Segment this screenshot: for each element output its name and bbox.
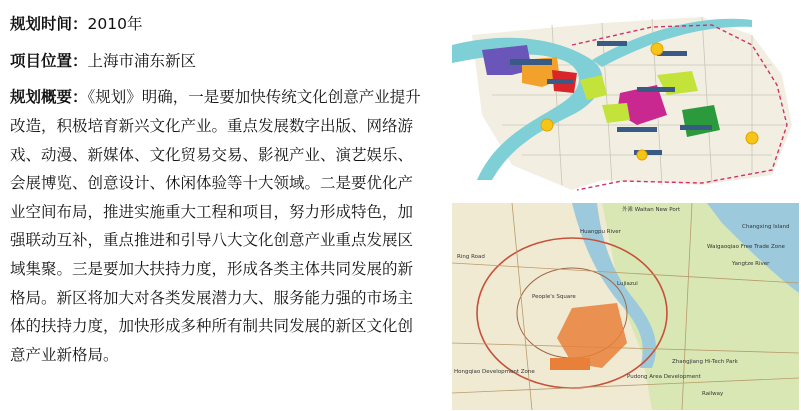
plan-summary (10, 83, 428, 369)
location-value: 上海市浦东新区 (87, 52, 197, 71)
summary-label: 规划概要： (10, 88, 88, 107)
map-label: 外滩 Waitan New Port (622, 207, 681, 213)
map-label: Changxing Island (742, 224, 790, 230)
map-label: Huangpu River (580, 229, 621, 235)
map-label: Hongqiao Development Zone (454, 369, 535, 375)
location-label: 项目位置： (10, 52, 88, 71)
location-row (10, 47, 428, 75)
plan-time-value: 2010年 (87, 15, 143, 33)
planning-zones-map (452, 5, 799, 191)
map-label: Railway (702, 391, 724, 397)
summary-text: 《规划》明确，一是要加快传统文化创意产业提升改造，积极培育新兴文化产业。重点发展数字出版、网络游戏、动漫、新媒体、文化贸易交易、影视产业、演艺娱乐、会展博览、创意设计、休闲体验等十大领域。二是要优化产业空间布局，推进实施重大工程和项目，努力形成特色，加强联动互补，重点推进和引导八大文化创意产业重点发展区域集聚。三是要加大扶持力度，形成各类主体共同发展的新格局。新区将加大对各类发展潜力大、服务能力强的市场主体的扶持力度，加快形成多种所有制共同发展的新区文化创意产业新格局。 (10, 88, 421, 364)
map-label: Pudong Area Development (627, 374, 701, 380)
map-label: Lujiazui (617, 281, 638, 287)
map-label: Zhangjiang Hi-Tech Park (672, 359, 738, 365)
city-overview-map (452, 203, 799, 410)
map-label: People's Square (532, 294, 576, 300)
map-label: Ring Road (457, 254, 485, 260)
map-label: Waigaoqiao Free Trade Zone (707, 244, 785, 250)
plan-time-label: 规划时间： (10, 15, 88, 33)
plan-time-row (10, 10, 428, 38)
map-label: Yangtze River (732, 261, 770, 267)
project-info (10, 10, 428, 369)
